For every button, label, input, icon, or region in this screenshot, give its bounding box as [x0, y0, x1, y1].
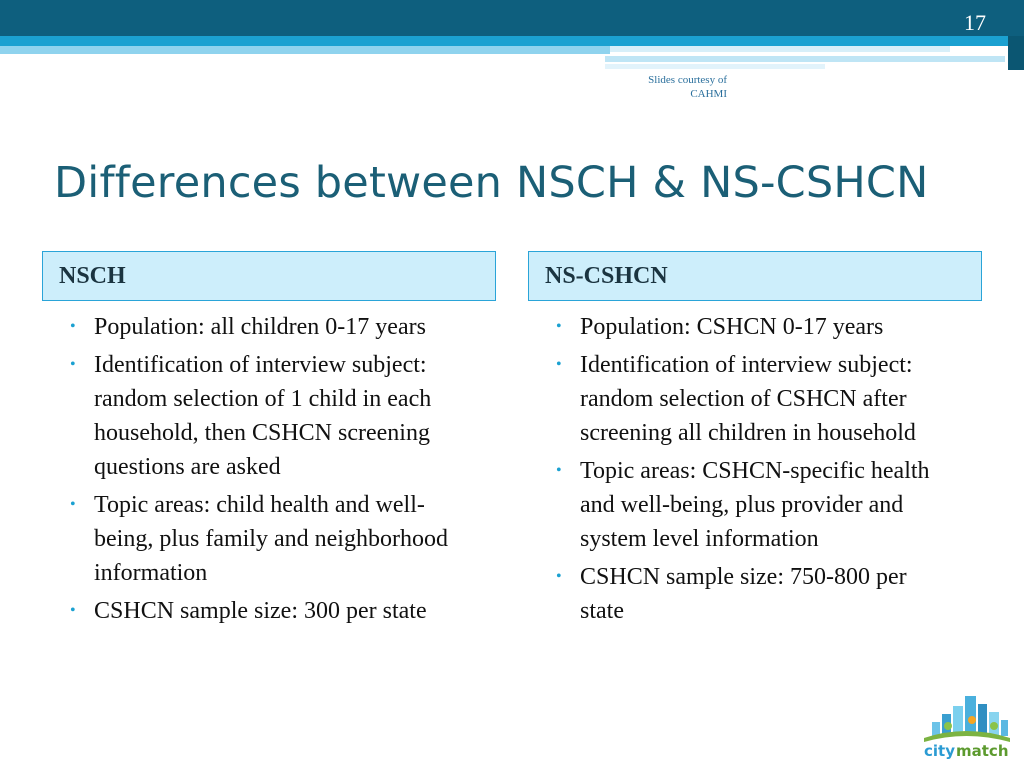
header-stripe — [605, 64, 825, 69]
list-item — [70, 348, 480, 484]
list-item-text: Population: all children 0-17 years — [94, 314, 426, 340]
list-item-text: Topic areas: child health and well-being, plus family and neighborhood information — [94, 492, 448, 586]
column-header-ns-cshcn: NS-CSHCN — [528, 251, 982, 301]
bullet-dot-icon: • — [70, 602, 76, 619]
header-stripe — [0, 36, 1024, 46]
header-stripe — [605, 56, 1005, 62]
list-item — [556, 454, 956, 556]
bullet-dot-icon: • — [70, 356, 76, 373]
ns-cshcn-bullet-list — [556, 310, 956, 632]
column-header-nsch: NSCH — [42, 251, 496, 301]
list-item — [556, 310, 956, 344]
logo-text-match: match — [956, 742, 1009, 760]
bullet-dot-icon: • — [556, 318, 562, 335]
bullet-dot-icon: • — [70, 496, 76, 513]
list-item — [556, 560, 956, 628]
citymatch-logo-icon — [918, 686, 1014, 762]
header-stripe — [0, 46, 610, 54]
list-item-text: CSHCN sample size: 750-800 per state — [580, 564, 907, 624]
list-item-text: Identification of interview subject: random selection of 1 child in each household, then CSHCN screening questions are asked — [94, 352, 432, 480]
list-item — [70, 594, 480, 628]
bullet-dot-icon: • — [556, 462, 562, 479]
slide-title: Differences between NSCH & NS-CSHCN — [54, 158, 929, 208]
courtesy-line: CAHMI — [690, 88, 727, 100]
courtesy-line: Slides courtesy of — [648, 74, 727, 86]
header-stripe — [610, 46, 950, 52]
header-band — [0, 0, 1024, 36]
list-item-text: Population: CSHCN 0-17 years — [580, 314, 884, 340]
logo-text-city: city — [924, 742, 955, 760]
list-item-text: Identification of interview subject: random selection of CSHCN after screening all children in household — [580, 352, 916, 446]
nsch-bullet-list — [70, 310, 480, 632]
bullet-dot-icon: • — [556, 568, 562, 585]
header-edge — [1008, 36, 1024, 70]
list-item — [70, 310, 480, 344]
bullet-dot-icon: • — [556, 356, 562, 373]
slide-number: 17 — [964, 10, 986, 35]
list-item-text: CSHCN sample size: 300 per state — [94, 598, 427, 624]
list-item — [70, 488, 480, 590]
list-item — [556, 348, 956, 450]
list-item-text: Topic areas: CSHCN-specific health and well-being, plus provider and system level information — [580, 458, 930, 552]
bullet-dot-icon: • — [70, 318, 76, 335]
courtesy-note — [620, 73, 727, 101]
